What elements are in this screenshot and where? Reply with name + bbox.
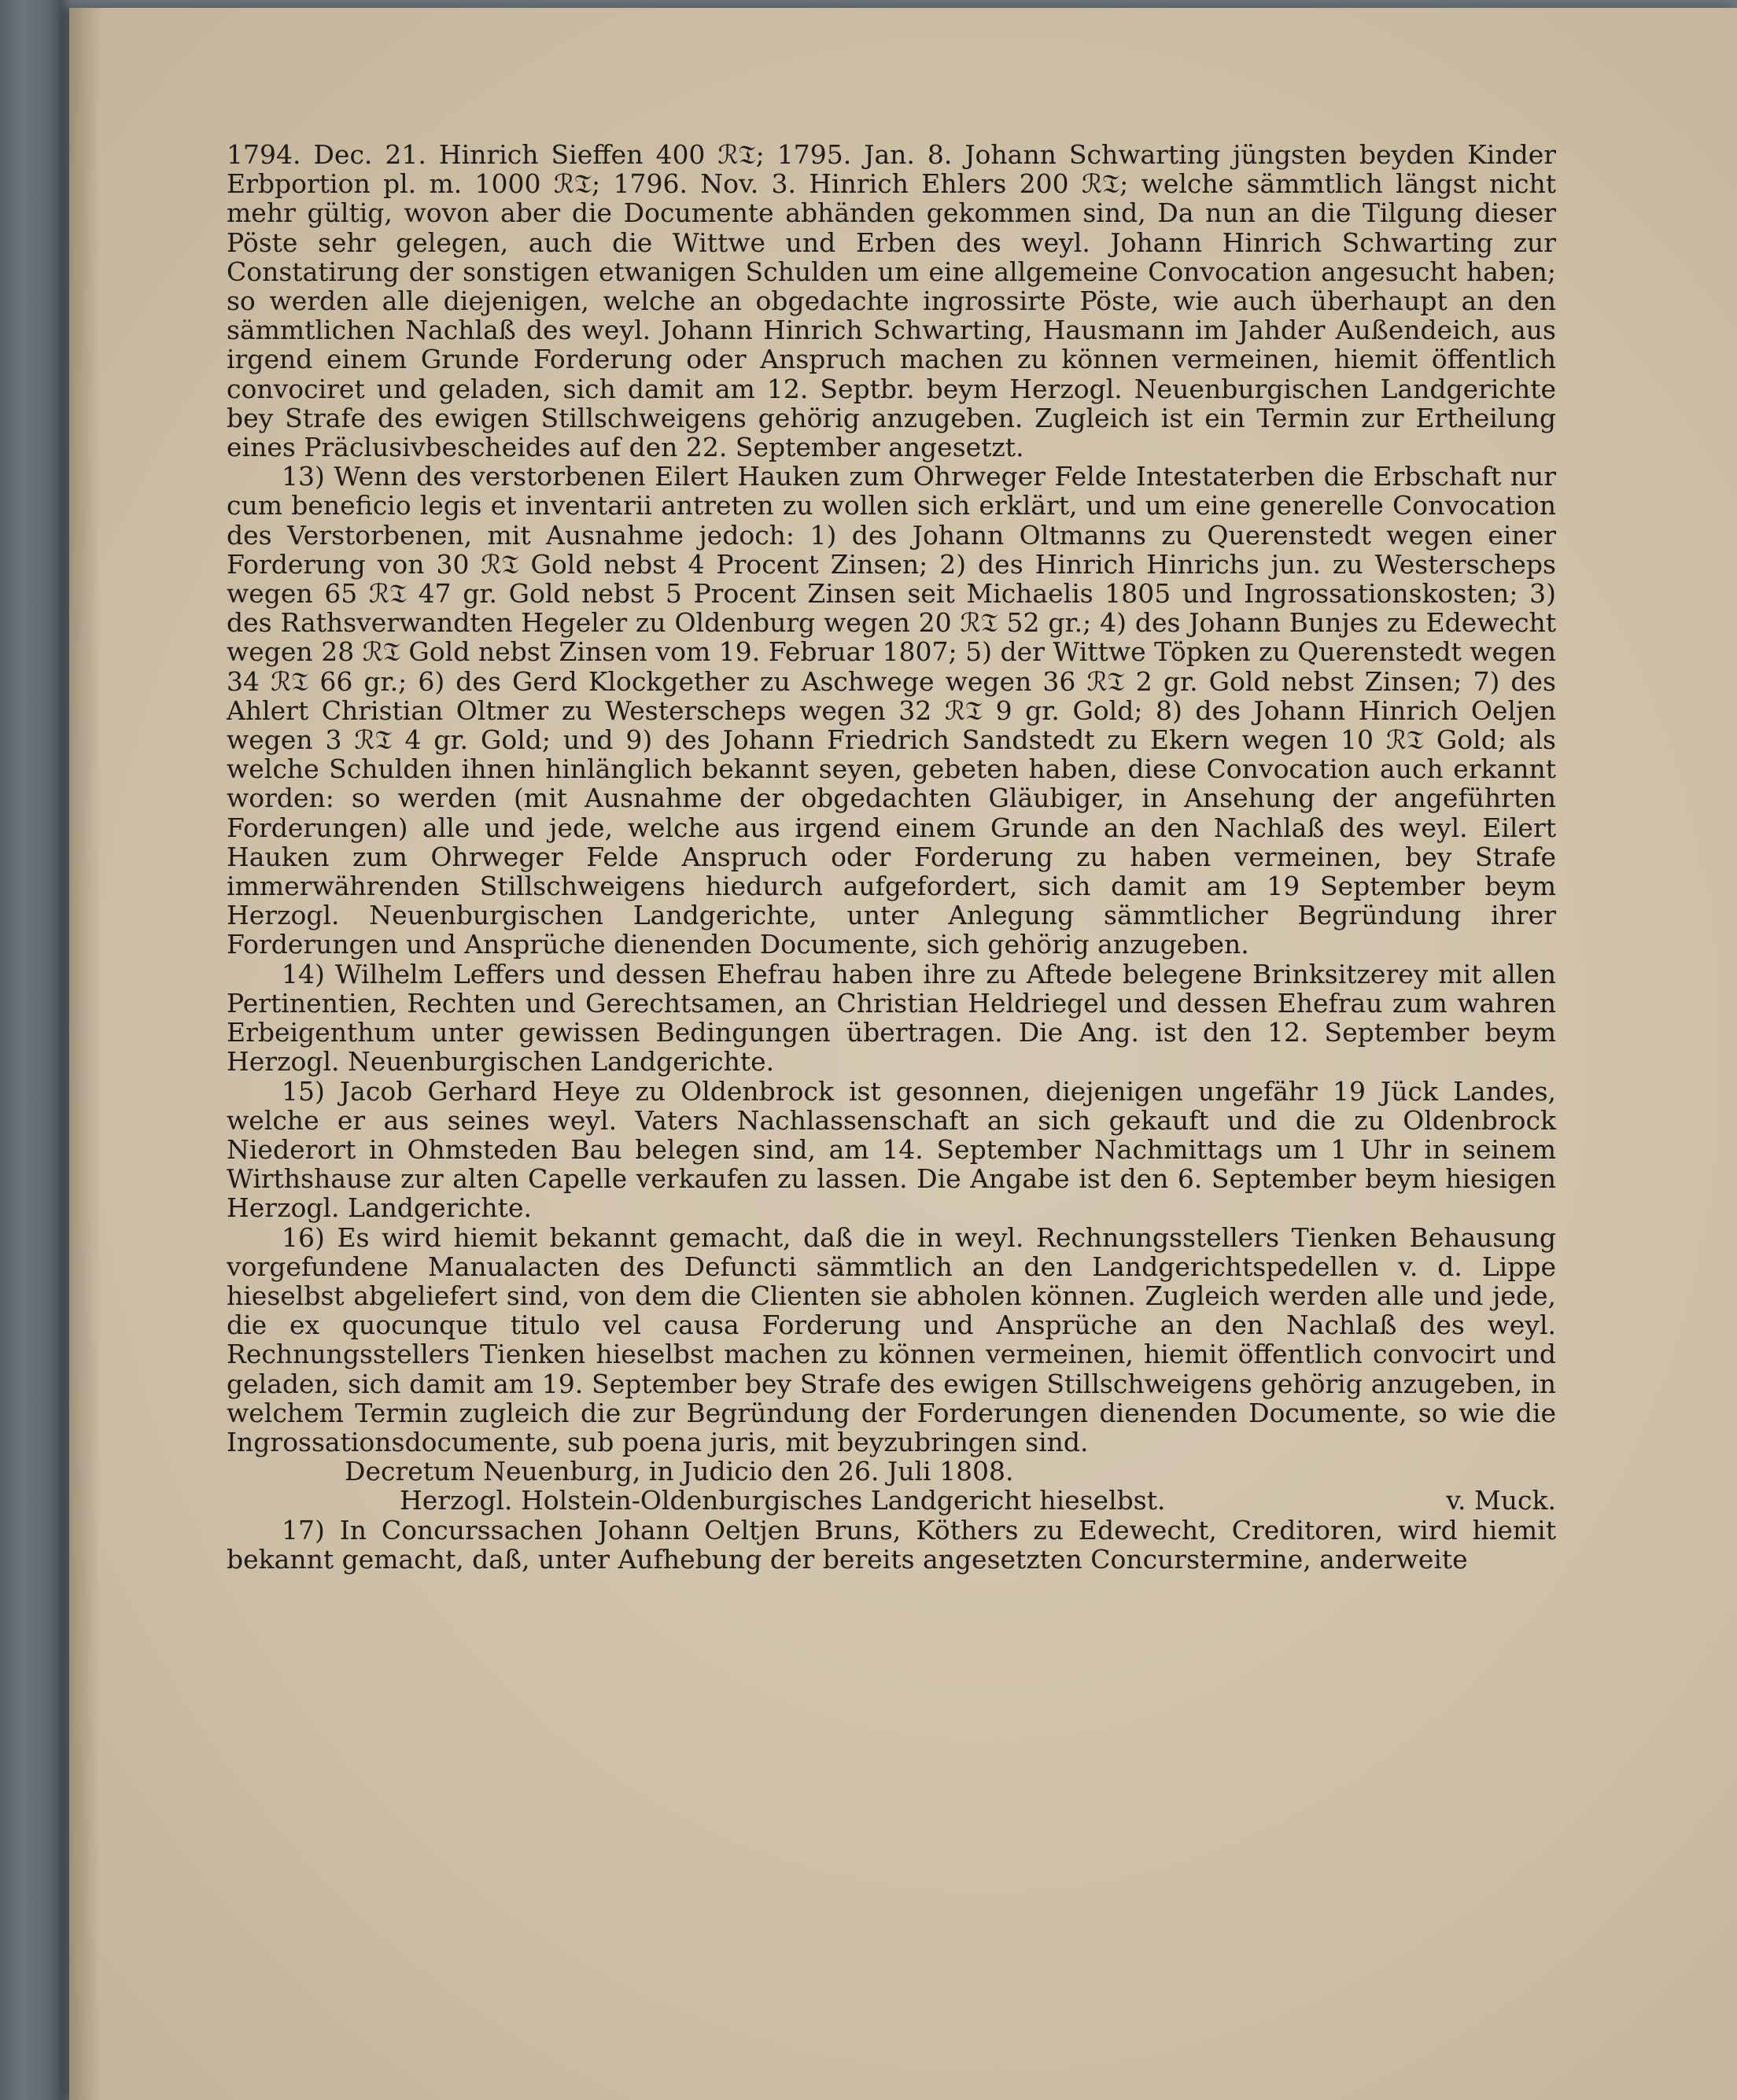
decretum-line: Decretum Neuenburg, in Judicio den 26. Juli 1808.: [345, 1456, 1014, 1487]
item-15-paragraph: 15) Jacob Gerhard Heye zu Oldenbrock ist gesonnen, diejenigen ungefähr 19 Jück Landes, welche er aus seines weyl. Vaters Nachlassenschaft an sich gekauft und die zu Oldenbrock Niederort in Ohmsteden Bau belegen sind, am 14. September Nachmittags um 1 Uhr in seinem Wirthshause zur alten Capelle verkaufen zu lassen. Die Angabe ist den 6. September beym hiesigen Herzogl. Landgerichte.: [227, 1075, 1556, 1224]
court-signature: Herzogl. Holstein-Oldenburgisches Landgericht hieselbst.: [400, 1485, 1166, 1516]
signer-name: v. Muck.: [1446, 1485, 1556, 1516]
item-16-paragraph: 16) Es wird hiemit bekannt gemacht, daß die in weyl. Rechnungsstellers Tienken Behausung vorgefundene Manualacten des Defuncti sämmtlich an den Landgerichtspedellen v. d. Lippe hieselbst abgeliefert sind, von dem die Clienten sie abholen können. Zugleich werden alle und jede, die ex quocunque titulo vel causa Forderung und Ansprüche an den Nachlaß des weyl. Rechnungsstellers Tienken hieselbst machen zu können vermeinen, hiemit öffentlich convocirt und geladen, sich damit am 19. September bey Strafe des ewigen Stillschweigens gehörig anzugeben, in welchem Termin zugleich die zur Begründung der Forderungen dienenden Documente, so wie die Ingrossationsdocumente, sub poena juris, mit beyzubringen sind.: [227, 1221, 1556, 1457]
page-text: [227, 140, 1556, 1574]
item-13-paragraph: 13) Wenn des verstorbenen Eilert Hauken zum Ohrweger Felde Intestaterben die Erbschaft nur cum beneficio legis et inventarii antreten zu wollen sich erklärt, und um eine generelle Convocation des Verstorbenen, mit Ausnahme jedoch: 1) des Johann Oltmanns zu Querenstedt wegen einer Forderung von 30 ℛ𝔗 Gold nebst 4 Procent Zinsen; 2) des Hinrich Hinrichs jun. zu Westerscheps wegen 65 ℛ𝔗 47 gr. Gold nebst 5 Procent Zinsen seit Michaelis 1805 und Ingrossationskosten; 3) des Rathsverwandten Hegeler zu Oldenburg wegen 20 ℛ𝔗 52 gr.; 4) des Johann Bunjes zu Edewecht wegen 28 ℛ𝔗 Gold nebst Zinsen vom 19. Februar 1807; 5) der Wittwe Töpken zu Querenstedt wegen 34 ℛ𝔗 66 gr.; 6) des Gerd Klockgether zu Aschwege wegen 36 ℛ𝔗 2 gr. Gold nebst Zinsen; 7) des Ahlert Christian Oltmer zu Westerscheps wegen 32 ℛ𝔗 9 gr. Gold; 8) des Johann Hinrich Oeljen wegen 3 ℛ𝔗 4 gr. Gold; und 9) des Johann Friedrich Sandstedt zu Ekern wegen 10 ℛ𝔗 Gold; als welche Schulden ihnen hinlänglich bekannt seyen, gebeten haben, diese Convocation auch erkannt worden: so werden (mit Ausnahme der obgedachten Gläubiger, in Ansehung der angeführten Forderungen) alle und jede, welche aus irgend einem Grunde an den Nachlaß des weyl. Eilert Hauken zum Ohrweger Felde Anspruch oder Forderung zu haben vermeinen, bey Strafe immerwährenden Stillschweigens hiedurch aufgefordert, sich damit am 19 September beym Herzogl. Neuenburgischen Landgerichte, unter Anlegung sämmtlicher Begründung ihrer Forderungen und Ansprüche dienenden Documente, sich gehörig anzugeben.: [227, 461, 1556, 960]
continuation-paragraph: 1794. Dec. 21. Hinrich Sieffen 400 ℛ𝔗; 1795. Jan. 8. Johann Schwarting jüngsten beyden Kinder Erbportion pl. m. 1000 ℛ𝔗; 1796. Nov. 3. Hinrich Ehlers 200 ℛ𝔗; welche sämmtlich längst nicht mehr gültig, wovon aber die Documente abhänden gekommen sind, Da nun an die Tilgung dieser Pöste sehr gelegen, auch die Wittwe und Erben des weyl. Johann Hinrich Schwarting zur Constatirung der sonstigen etwanigen Schulden um eine allgemeine Convocation angesucht haben; so werden alle diejenigen, welche an obgedachte ingrossirte Pöste, wie auch überhaupt an den sämmtlichen Nachlaß des weyl. Johann Hinrich Schwarting, Hausmann im Jahder Außendeich, aus irgend einem Grunde Forderung oder Anspruch machen zu können vermeinen, hiemit öffentlich convociret und geladen, sich damit am 12. Septbr. beym Herzogl. Neuenburgischen Landgerichte bey Strafe des ewigen Stillschweigens gehörig anzugeben. Zugleich ist ein Termin zur Ertheilung eines Präclusivbescheides auf den 22. September angesetzt.: [227, 139, 1556, 463]
item-17-paragraph: 17) In Concurssachen Johann Oeltjen Bruns, Köthers zu Edewecht, Creditoren, wird hiemit bekannt gemacht, daß, unter Aufhebung der bereits angesetzten Concurstermine, anderweite: [227, 1514, 1556, 1575]
item-14-paragraph: 14) Wilhelm Leffers und dessen Ehefrau haben ihre zu Aftede belegene Brinksitzerey mit allen Pertinentien, Rechten und Gerechtsamen, an Christian Heldriegel und dessen Ehefrau zum wahren Erbeigenthum unter gewissen Bedingungen übertragen. Die Ang. ist den 12. September beym Herzogl. Neuenburgischen Landgerichte.: [227, 958, 1556, 1078]
paper-page: [69, 8, 1737, 2100]
signature-line: [227, 1486, 1556, 1515]
